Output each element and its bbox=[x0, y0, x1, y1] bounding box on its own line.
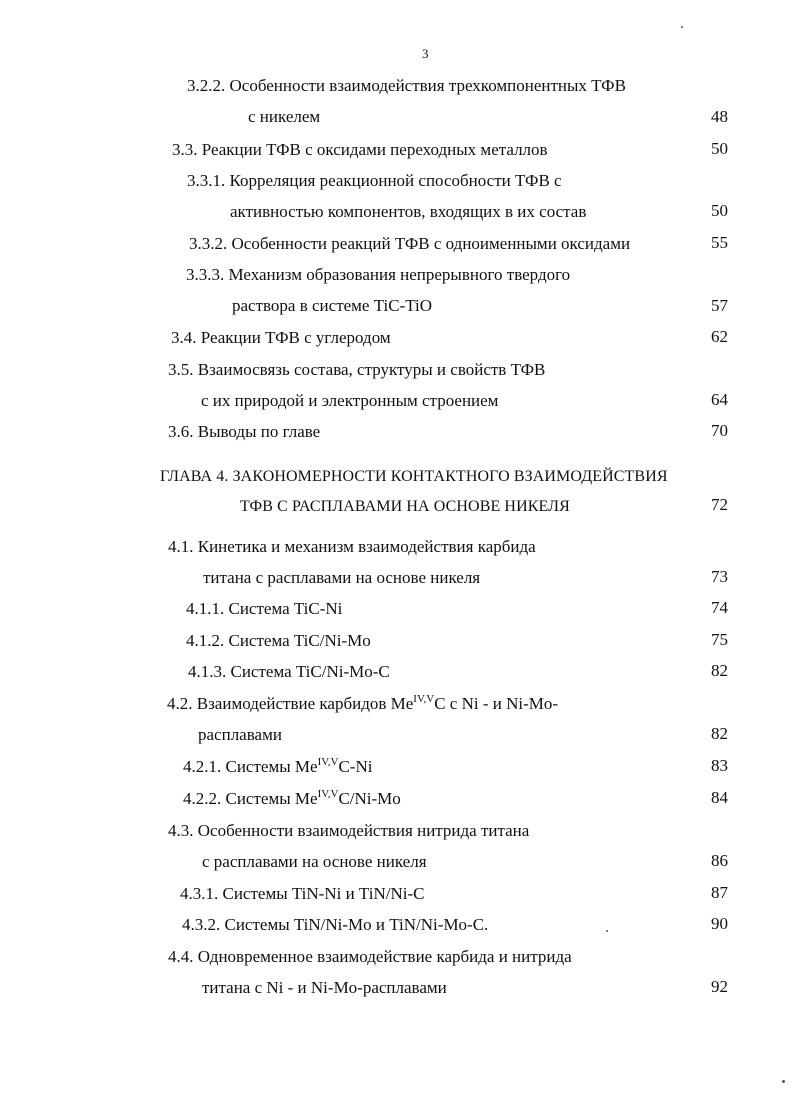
toc-entry-continuation: с их природой и электронным строением bbox=[201, 391, 499, 410]
toc-entry-title bbox=[189, 234, 630, 254]
toc-page-number: 90 bbox=[711, 914, 728, 933]
toc-page-number: 50 bbox=[711, 201, 728, 220]
toc-entry-text: Система TiC/Ni-Mo bbox=[228, 631, 371, 650]
toc-entry-text: Системы Me bbox=[225, 757, 318, 776]
toc-entry-number: 4.1.1. bbox=[186, 599, 225, 618]
toc-entry-text: Системы TiN-Ni и TiN/Ni-C bbox=[222, 884, 425, 903]
toc-page-number: 92 bbox=[711, 977, 728, 996]
scan-speck bbox=[681, 26, 683, 28]
toc-entry-continuation: расплавами bbox=[198, 725, 282, 744]
toc-entry-number: 3.4. bbox=[171, 328, 197, 347]
toc-entry-title bbox=[188, 662, 390, 682]
toc-entry-title bbox=[186, 599, 342, 619]
toc-entry-number: 3.3.1. bbox=[187, 171, 226, 190]
toc-entry-number: 4.2. bbox=[167, 694, 193, 713]
toc-entry-number: 3.3.3. bbox=[186, 265, 225, 284]
toc-entry-continuation: с расплавами на основе никеля bbox=[202, 852, 427, 871]
toc-page-number: 70 bbox=[711, 421, 728, 440]
scan-speck bbox=[606, 930, 608, 932]
toc-page-number: 73 bbox=[711, 567, 728, 586]
toc-page-number: 84 bbox=[711, 788, 728, 807]
toc-entry-text: Выводы по главе bbox=[197, 422, 321, 441]
toc-page-number: 87 bbox=[711, 883, 728, 902]
toc-page-number: 86 bbox=[711, 851, 728, 870]
toc-entry-text: Реакции ТФВ с оксидами переходных металлов bbox=[201, 140, 548, 159]
toc-entry-number: 4.4. bbox=[168, 947, 194, 966]
page-number: 3 bbox=[422, 46, 429, 61]
toc-entry-number: 4.3.2. bbox=[182, 915, 221, 934]
toc-page-number: 64 bbox=[711, 390, 728, 409]
toc-entry-title bbox=[168, 821, 529, 841]
scan-speck bbox=[782, 1080, 785, 1083]
toc-entry-text: Системы Me bbox=[225, 789, 318, 808]
toc-entry-text: C-Ni bbox=[338, 757, 373, 776]
toc-entry-number: 3.2.2. bbox=[187, 76, 226, 95]
toc-entry-text: C с Ni - и Ni-Mo- bbox=[434, 694, 559, 713]
toc-entry-text: Одновременное взаимодействие карбида и нитрида bbox=[197, 947, 572, 966]
toc-page-number: 74 bbox=[711, 598, 728, 617]
toc-page-number: 75 bbox=[711, 630, 728, 649]
toc-entry-number: 4.3. bbox=[168, 821, 194, 840]
toc-entry-number: 4.1. bbox=[168, 537, 194, 556]
toc-page-number: 50 bbox=[711, 139, 728, 158]
toc-entry-text: Взаимосвязь состава, структуры и свойств ТФВ bbox=[197, 360, 546, 379]
toc-entry-title bbox=[183, 757, 372, 777]
toc-entry-text: Особенности взаимодействия трехкомпонентных ТФВ bbox=[229, 76, 626, 95]
toc-entry-text: C/Ni-Mo bbox=[338, 789, 401, 808]
toc-entry-text: Механизм образования непрерывного твердого bbox=[228, 265, 571, 284]
toc-entry-number: 3.3. bbox=[172, 140, 198, 159]
toc-page-number: 82 bbox=[711, 661, 728, 680]
toc-entry-continuation: активностью компонентов, входящих в их состав bbox=[230, 202, 587, 221]
superscript: IV,V bbox=[317, 788, 339, 800]
toc-entry-title bbox=[168, 537, 536, 557]
toc-page-number: 62 bbox=[711, 327, 728, 346]
toc-entry-text: Особенности реакций ТФВ с одноименными оксидами bbox=[231, 234, 631, 253]
toc-page-number: 83 bbox=[711, 756, 728, 775]
toc-entry-text: Кинетика и механизм взаимодействия карбида bbox=[197, 537, 536, 556]
toc-entry-text: Реакции ТФВ с углеродом bbox=[200, 328, 391, 347]
toc-entry-text: Особенности взаимодействия нитрида титана bbox=[197, 821, 530, 840]
toc-entry-number: 3.6. bbox=[168, 422, 194, 441]
toc-entry-number: 4.3.1. bbox=[180, 884, 219, 903]
toc-entry-title bbox=[180, 884, 424, 904]
toc-entry-number: 4.1.2. bbox=[186, 631, 225, 650]
toc-page-number: 55 bbox=[711, 233, 728, 252]
toc-entry-title bbox=[168, 360, 545, 380]
toc-entry-title bbox=[186, 631, 371, 651]
toc-entry-number: 3.3.2. bbox=[189, 234, 228, 253]
toc-page-number: 57 bbox=[711, 296, 728, 315]
toc-entry-title bbox=[187, 76, 626, 96]
toc-entry-title bbox=[168, 422, 320, 442]
superscript: IV,V bbox=[317, 756, 339, 768]
superscript: IV,V bbox=[413, 693, 435, 705]
toc-entry-title bbox=[186, 265, 570, 285]
toc-entry-text: Система TiC-Ni bbox=[228, 599, 343, 618]
toc-entry-text: Корреляция реакционной способности ТФВ с bbox=[229, 171, 562, 190]
toc-entry-title bbox=[187, 171, 562, 191]
toc-entry-title bbox=[167, 694, 558, 714]
toc-entry-continuation: титана с Ni - и Ni-Mo-расплавами bbox=[202, 978, 447, 997]
toc-entry-title bbox=[168, 947, 572, 967]
toc-entry-number: 4.2.1. bbox=[183, 757, 222, 776]
toc-page-number: 48 bbox=[711, 107, 728, 126]
toc-entry-title bbox=[171, 328, 391, 348]
toc-entry-title bbox=[172, 140, 548, 160]
chapter-title: ГЛАВА 4. ЗАКОНОМЕРНОСТИ КОНТАКТНОГО ВЗАИМОДЕЙСТВИЯ bbox=[160, 468, 668, 485]
toc-entry-continuation: титана с расплавами на основе никеля bbox=[203, 568, 481, 587]
toc-entry-title bbox=[182, 915, 488, 935]
toc-entry-number: 4.1.3. bbox=[188, 662, 227, 681]
toc-page-number: 82 bbox=[711, 724, 728, 743]
toc-entry-number: 4.2.2. bbox=[183, 789, 222, 808]
toc-entry-title bbox=[183, 789, 401, 809]
toc-entry-text: Взаимодействие карбидов Me bbox=[196, 694, 414, 713]
toc-entry-number: 3.5. bbox=[168, 360, 194, 379]
chapter-title-continuation: ТФВ С РАСПЛАВАМИ НА ОСНОВЕ НИКЕЛЯ bbox=[240, 498, 570, 515]
toc-page-number: 72 bbox=[711, 495, 728, 514]
toc-entry-continuation: раствора в системе TiC-TiO bbox=[232, 296, 433, 315]
toc-entry-text: Системы TiN/Ni-Mo и TiN/Ni-Mo-C. bbox=[224, 915, 489, 934]
toc-entry-text: Система TiC/Ni-Mo-C bbox=[230, 662, 390, 681]
toc-entry-continuation: с никелем bbox=[248, 107, 321, 126]
